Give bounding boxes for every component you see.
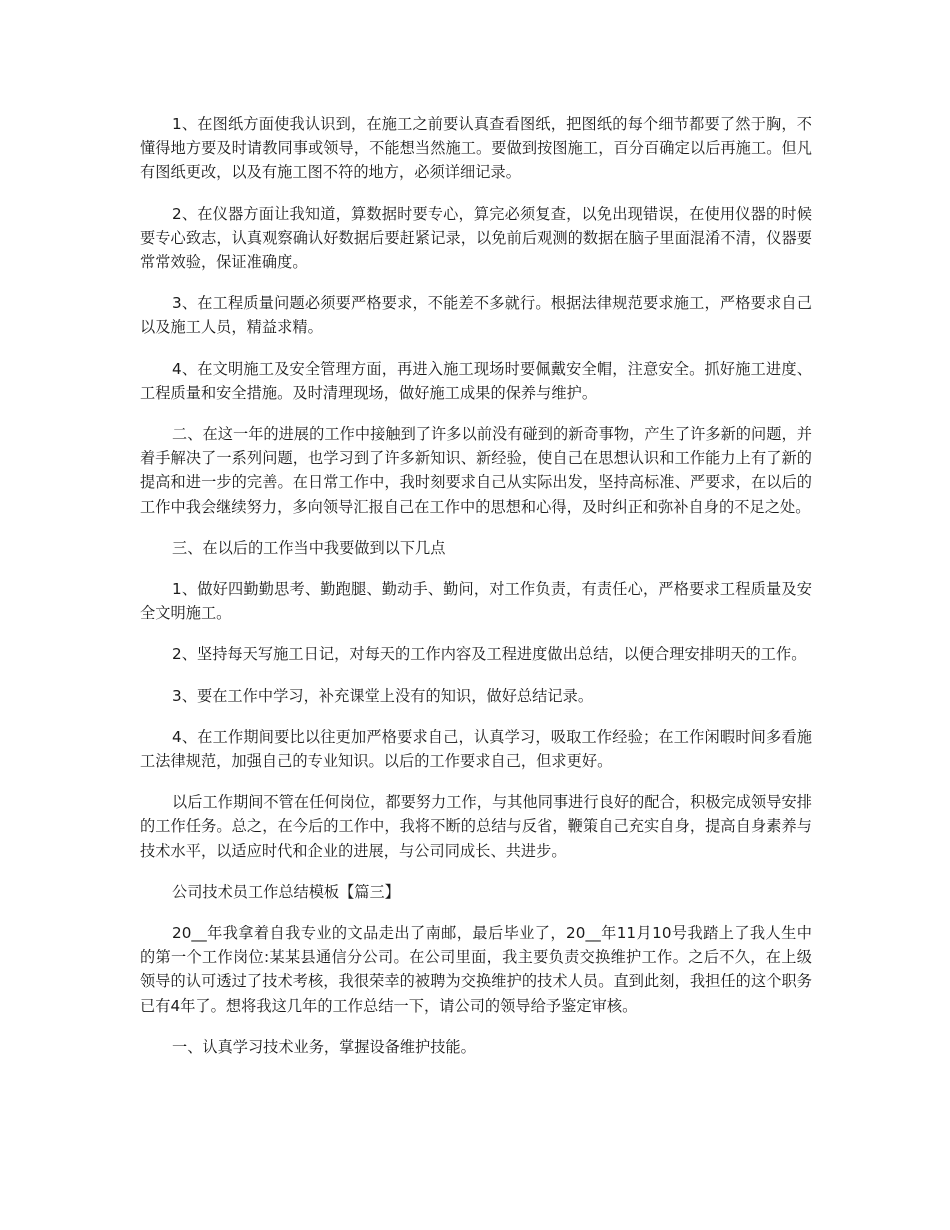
section-three-heading: 三、在以后的工作当中我要做到以下几点 — [172, 538, 446, 557]
paragraph-safety: 4、在文明施工及安全管理方面，再进入施工现场时要佩戴安全帽，注意安全。抓好施工进度、工程质量和安全措施。及时清理现场，做好施工成果的保养与维护。 — [140, 359, 812, 402]
paragraph-quality: 3、在工程质量问题必须要严格要求，不能差不多就行。根据法律规范要求施工，严格要求自己以及施工人员，精益求精。 — [140, 294, 812, 337]
paragraph-instruments: 2、在仪器方面让我知道，算数据时要专心，算完必须复查，以免出现错误，在使用仪器的时候要专心致志，认真观察确认好数据后要赶紧记录，以免前后观测的数据在脑子里面混淆不清，仪器要常常效验，保证准确度。 — [140, 204, 812, 272]
paragraph-point-four: 4、在工作期间要比以往更加严格要求自己，认真学习，吸取工作经验；在工作闲暇时间多看施工法律规范，加强自己的专业知识。以后的工作要求自己，但求更好。 — [140, 727, 812, 771]
paragraph-point-two: 2、坚持每天写施工日记，对每天的工作内容及工程进度做出总结，以便合理安排明天的工作。 — [172, 645, 807, 664]
section-one-heading: 一、认真学习技术业务，掌握设备维护技能。 — [172, 1037, 476, 1056]
paragraph-career-intro: 20__年我拿着自我专业的文品走出了南邮，最后毕业了，20__年11月10号我踏上了我人生中的第一个工作岗位:某某县通信分公司。在公司里面，我主要负责交换维护工作。之后不久，在上级领导的认可透过了技术考核，我很荣幸的被聘为交换维护的技术人员。直到此刻，我担任的这个职务已有4年了。想将我这几年的工作总结一下，请公司的领导给予鉴定审核。 — [140, 924, 812, 1015]
paragraph-drawings: 1、在图纸方面使我认识到，在施工之前要认真查看图纸，把图纸的每个细节都要了然于胸，不懂得地方要及时请教同事或领导，不能想当然施工。要做到按图施工，百分百确定以后再施工。但凡有图纸更改，以及有施工图不符的地方，必须详细记录。 — [140, 115, 812, 182]
template-title-part-three: 公司技术员工作总结模板【篇三】 — [172, 882, 400, 901]
paragraph-section-two: 二、在这一年的进展的工作中接触到了许多以前没有碰到的新奇事物，产生了许多新的问题，并着手解决了一系列问题，也学习到了许多新知识、新经验，使自己在思想认识和工作能力上有了新的提高和进一步的完善。在日常工作中，我时刻要求自己从实际出发，坚持高标准、严要求，在以后的工作中我会继续努力，多向领导汇报自己在工作中的思想和心得，及时纠正和弥补自身的不足之处。 — [140, 425, 812, 516]
paragraph-point-three: 3、要在工作中学习，补充课堂上没有的知识，做好总结记录。 — [172, 686, 594, 705]
paragraph-conclusion: 以后工作期间不管在任何岗位，都要努力工作，与其他同事进行良好的配合，积极完成领导安排的工作任务。总之，在今后的工作中，我将不断的总结与反省，鞭策自己充实自身，提高自身素养与技术水平，以适应时代和企业的进展，与公司同成长、共进步。 — [140, 793, 812, 860]
document-page — [140, 112, 812, 1076]
paragraph-point-one: 1、做好四勤勤思考、勤跑腿、勤动手、勤问，对工作负责，有责任心，严格要求工程质量及安全文明施工。 — [140, 580, 812, 623]
